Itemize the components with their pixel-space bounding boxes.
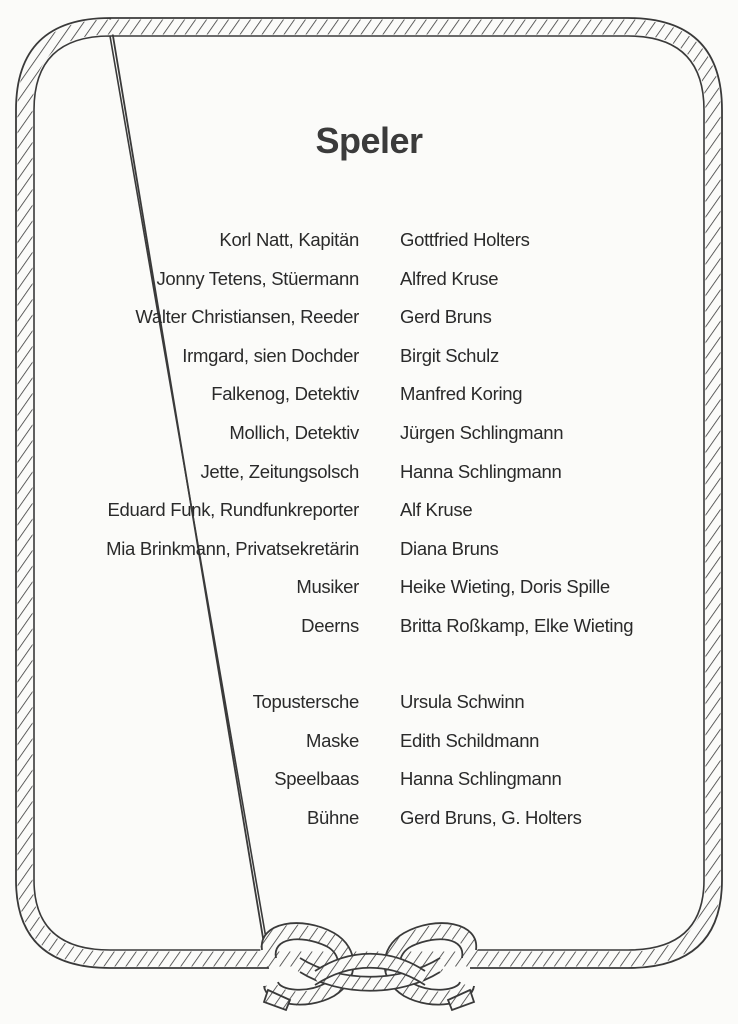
crew-member: Gerd Bruns, G. Holters <box>400 806 582 828</box>
crew-row <box>0 761 738 800</box>
cast-row <box>0 376 738 415</box>
cast-role: Jette, Zeitungsolsch <box>200 460 359 482</box>
cast-actor: Diana Bruns <box>400 537 499 559</box>
cast-row <box>0 299 738 338</box>
crew-role: Bühne <box>307 806 359 828</box>
cast-row <box>0 569 738 608</box>
crew-member: Edith Schildmann <box>400 729 540 751</box>
cast-role: Mia Brinkmann, Privatsekretärin <box>106 537 359 559</box>
cast-actor: Manfred Koring <box>400 383 523 405</box>
cast-role: Jonny Tetens, Stüermann <box>156 267 359 289</box>
crew-role: Speelbaas <box>274 768 359 790</box>
cast-role: Irmgard, sien Dochder <box>182 344 359 366</box>
cast-row <box>0 531 738 570</box>
cast-actor: Alfred Kruse <box>400 267 499 289</box>
crew-member: Ursula Schwinn <box>400 691 525 712</box>
cast-role: Musiker <box>296 576 359 598</box>
cast-actor: Heike Wieting, Doris Spille <box>400 576 610 598</box>
cast-actor: Hanna Schlingmann <box>400 460 562 482</box>
cast-row <box>0 608 738 647</box>
crew-row <box>0 800 738 839</box>
cast-row <box>0 415 738 454</box>
cast-role: Eduard Funk, Rundfunkreporter <box>107 499 359 521</box>
cast-row <box>0 338 738 377</box>
crew-list <box>0 684 738 838</box>
cast-role: Falkenog, Detektiv <box>211 383 359 405</box>
cast-row <box>0 454 738 493</box>
cast-actor: Birgit Schulz <box>400 344 499 366</box>
cast-role: Korl Natt, Kapitän <box>219 229 359 250</box>
page-title: Speler <box>315 120 423 161</box>
crew-row <box>0 684 738 723</box>
crew-role: Maske <box>306 729 359 751</box>
cast-row <box>0 222 738 261</box>
cast-list <box>0 222 738 647</box>
reef-knot-icon <box>262 923 477 1010</box>
cast-role: Deerns <box>301 614 359 636</box>
cast-actor: Gottfried Holters <box>400 229 530 250</box>
cast-role: Mollich, Detektiv <box>229 421 359 443</box>
crew-row <box>0 723 738 762</box>
cast-row <box>0 492 738 531</box>
cast-actor: Gerd Bruns <box>400 306 492 328</box>
cast-actor: Jürgen Schlingmann <box>400 421 564 443</box>
cast-actor: Alf Kruse <box>400 499 473 521</box>
crew-role: Topustersche <box>252 691 359 712</box>
cast-row <box>0 261 738 300</box>
cast-role: Walter Christiansen, Reeder <box>135 306 359 328</box>
cast-actor: Britta Roßkamp, Elke Wieting <box>400 614 634 636</box>
crew-member: Hanna Schlingmann <box>400 768 562 790</box>
